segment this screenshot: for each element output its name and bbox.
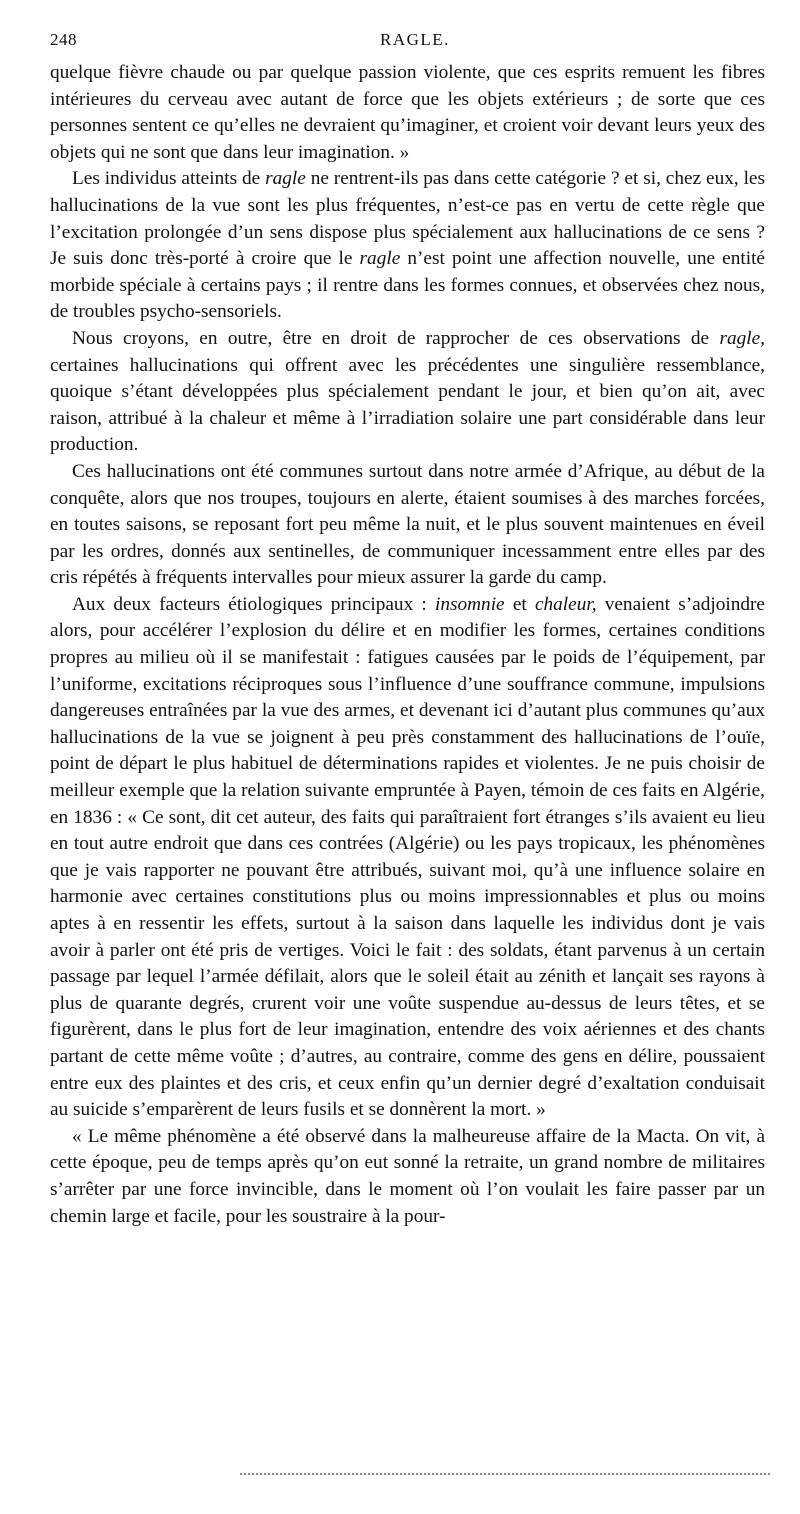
- text-run: Nous croyons, en outre, être en droit de rapprocher de ces observations de: [72, 327, 720, 349]
- page-header: [50, 30, 765, 54]
- text-run: Aux deux facteurs étiologiques principaux :: [72, 593, 435, 615]
- text-run: et: [504, 593, 535, 615]
- text-run: quelque fièvre chaude ou par quelque passion violente, que ces esprits remuent les fibres intérieures du cerveau avec autant de force que les objets extérieurs ; de sorte que ces personnes sentent ce qu’elles ne devraient qu’imaginer, et croient voir devant leurs yeux des objets qui ne sont que dans leur imagination. »: [50, 62, 765, 163]
- italic-term: chaleur,: [534, 593, 597, 615]
- paragraph: [50, 326, 765, 459]
- page-number: 248: [50, 30, 77, 49]
- paragraph: [50, 459, 765, 592]
- running-head: RAGLE.: [380, 30, 450, 49]
- paragraph: [50, 166, 765, 326]
- italic-term: ragle,: [719, 327, 765, 349]
- text-run: « Le même phénomène a été observé dans la malheureuse affaire de la Macta. On vit, à cette époque, peu de temps après qu’on eut sonné la retraite, un grand nombre de militaires s’arrêter par une force invincible, dans le moment où l’on voulait les faire passer par un chemin large et facile, pour les soustraire à la pour-: [50, 1125, 765, 1227]
- paragraph: [50, 60, 765, 166]
- text-run: Ces hallucinations ont été communes surtout dans notre armée d’Afrique, au début de la conquête, alors que nos troupes, toujours en alerte, étaient soumises à des marches forcées, en toutes saisons, se reposant fort peu même la nuit, et le plus souvent maintenues en éveil par les ordres, donnés aux sentinelles, de communiquer incessamment entre elles par des cris répétés à fréquents intervalles pour mieux assurer la garde du camp.: [50, 460, 765, 589]
- paragraph: [50, 1124, 765, 1230]
- text-run: venaient s’adjoindre alors, pour accélérer l’explosion du délire et en modifier les formes, certaines conditions propres au milieu où il se manifestait : fatigues causées par le poids de l’équipement, par l’uniforme, excitations réciproques sous l’influence d’une souffrance commune, impulsions dangereuses entraînées par la vue des armes, et devenant ici d’autant plus communes qu’aux hallucinations de la vue se joignent à peu près constamment des hallucinations de l’ouïe, point de départ le plus habituel de déterminations rapides et violentes. Je ne puis choisir de meilleur exemple que la relation suivante empruntée à Payen, témoin de ces faits en Algérie, en 1836 : « Ce sont, dit cet auteur, des faits qui paraîtraient fort étranges s’ils avaient eu lieu en tout autre endroit que dans ces contrées (Algérie) ou les pays tropicaux, les phénomènes que je vais rapporter ne pouvant être attribués, suivant moi, qu’à une influence solaire en harmonie avec certaines constitutions plus ou moins impressionnables et plus ou moins aptes à en ressentir les effets, surtout à la saison dans laquelle les individus dont je vais avoir à parler ont été pris de vertiges. Voici le fait : des soldats, étant parvenus à un certain passage par lequel l’armée défilait, alors que le soleil était au zénith et lançait ses rayons à plus de quarante degrés, crurent voir une voûte suspendue au-dessus de leurs têtes, et se figurèrent, dans le plus fort de leur imagination, entendre des voix aériennes et des chants partant de cette même voûte ; d’autres, au contraire, comme des gens en délire, poussaient entre eux des plaintes et des cris, et ceux enfin qu’un dernier degré d’exaltation conduisait au suicide s’emparèrent de leurs fusils et se donnèrent la mort. »: [50, 593, 765, 1121]
- italic-term: ragle: [359, 248, 401, 270]
- footer-rule: [240, 1473, 770, 1477]
- text-run: ne rentrent-ils pas dans cette catégorie ? et si, chez eux, les hallucinations de la vue sont les plus fréquentes, n’est-ce pas en vertu de cette règle que l’excitation prolongée d’un sens dispose plus spécialement aux hallucinations de ce sens ? Je suis donc très-porté à croire que le: [50, 168, 765, 270]
- italic-term: insomnie: [434, 593, 505, 615]
- text-run: n’est point une affection nouvelle, une entité morbide spéciale à certains pays ; il rentre dans les formes connues, et observées chez nous, de troubles psycho-sensoriels.: [50, 248, 765, 323]
- body-text: [50, 60, 765, 1230]
- paragraph: [50, 592, 765, 1124]
- text-run: certaines hallucinations qui offrent avec les précédentes une singulière ressemblance, quoique s’étant développées plus spécialement pendant le jour, et bien qu’on ait, avec raison, attribué à la chaleur et même à l’irradiation solaire une part considérable dans leur production.: [50, 354, 765, 456]
- italic-term: ragle: [265, 168, 306, 190]
- text-run: Les individus atteints de: [72, 168, 266, 190]
